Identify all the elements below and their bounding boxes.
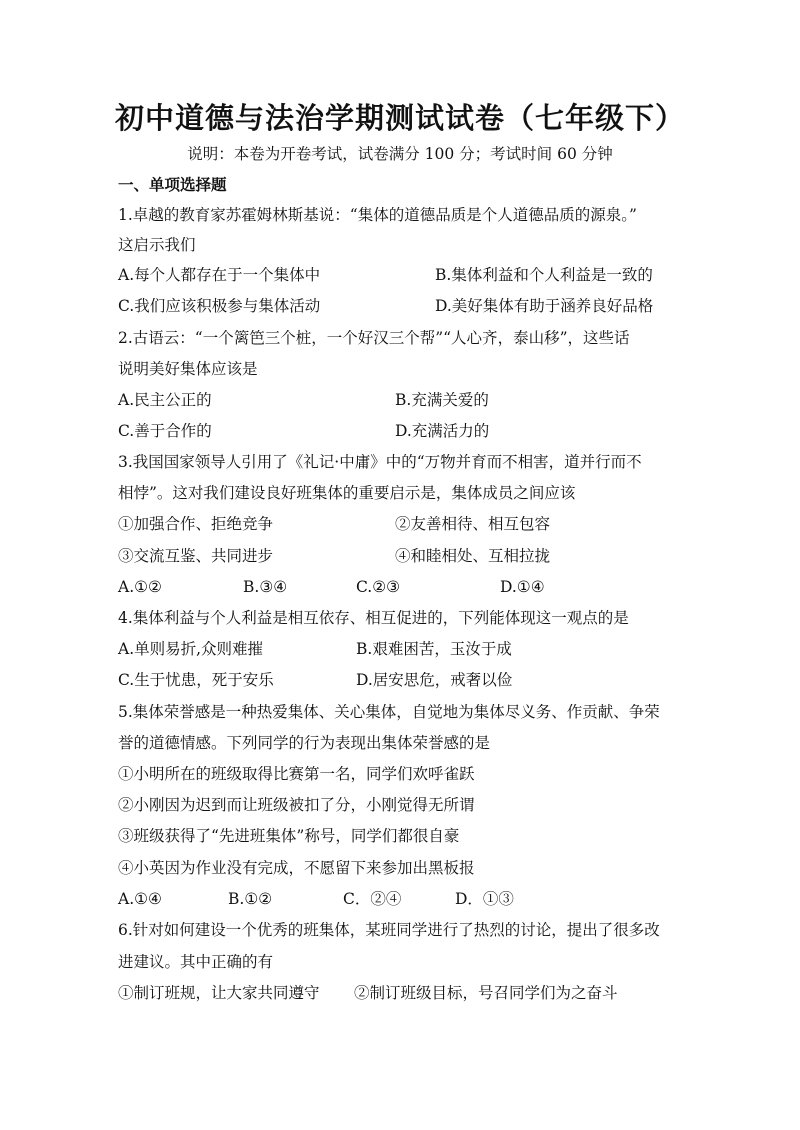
q5-statement-4: ④小英因为作业没有完成，不愿留下来参加出黑板报	[118, 859, 475, 877]
q5-statement-1: ①小明所在的班级取得比赛第一名，同学们欢呼雀跃	[118, 765, 475, 783]
q2-option-c: C.善于合作的	[118, 422, 212, 440]
q3-option-d: D.①④	[500, 578, 545, 596]
q1-option-c: C.我们应该积极参与集体活动	[118, 297, 321, 315]
q4-option-b: B.艰难困苦，玉汝于成	[356, 640, 512, 658]
q5-statement-3: ③班级获得了“先进班集体”称号，同学们都很自豪	[118, 827, 460, 845]
q5-option-c: C．②④	[343, 890, 402, 908]
q6-stem-line1: 6.针对如何建设一个优秀的班集体，某班同学进行了热烈的讨论，提出了很多改	[118, 921, 660, 939]
q4-option-a: A.单则易折,众则难摧	[118, 640, 264, 658]
q1-option-b: B.集体利益和个人利益是一致的	[435, 266, 653, 284]
q3-statement-4: ④和睦相处、互相拉拢	[395, 547, 551, 565]
q6-stem-line2: 进建议。其中正确的有	[118, 953, 274, 971]
q3-stem-line2: 相悖”。这对我们建设良好班集体的重要启示是，集体成员之间应该	[118, 484, 576, 502]
q2-stem-line1: 2.古语云：“一个篱笆三个桩，一个好汉三个帮”“人心齐，泰山移”，这些话	[118, 329, 630, 347]
q3-statement-2: ②友善相待、相互包容	[395, 515, 551, 533]
q1-stem-line2: 这启示我们	[118, 236, 196, 254]
q3-statement-3: ③交流互鉴、共同进步	[118, 547, 274, 565]
q2-stem-line2: 说明美好集体应该是	[118, 360, 258, 378]
q1-stem-line1: 1.卓越的教育家苏霍姆林斯基说：“集体的道德品质是个人道德品质的源泉。”	[118, 206, 637, 224]
q6-statement-1: ①制订班规，让大家共同遵守	[118, 984, 320, 1002]
q6-statement-2: ②制订班级目标，号召同学们为之奋斗	[354, 984, 618, 1002]
q3-stem-line1: 3.我国国家领导人引用了《礼记·中庸》中的“万物并育而不相害，道并行而不	[118, 453, 642, 471]
q2-option-b: B.充满关爱的	[395, 391, 489, 409]
q5-stem-line1: 5.集体荣誉感是一种热爱集体、关心集体，自觉地为集体尽义务、作贡献、争荣	[118, 703, 660, 721]
q3-option-a: A.①②	[118, 578, 162, 596]
q3-option-b: B.③④	[243, 578, 288, 596]
q4-option-c: C.生于忧患，死于安乐	[118, 671, 274, 689]
q3-statement-1: ①加强合作、拒绝竞争	[118, 515, 274, 533]
q5-option-a: A.①④	[118, 890, 162, 908]
q3-option-c: C.②③	[356, 578, 401, 596]
q1-option-a: A.每个人都存在于一个集体中	[118, 266, 321, 284]
q4-stem-line1: 4.集体利益与个人利益是相互依存、相互促进的，下列能体现这一观点的是	[118, 609, 629, 627]
exam-instructions: 说明：本卷为开卷考试，试卷满分 100 分；考试时间 60 分钟	[187, 145, 613, 163]
q1-option-d: D.美好集体有助于涵养良好品格	[435, 297, 654, 315]
q5-stem-line2: 誉的道德情感。下列同学的行为表现出集体荣誉感的是	[118, 734, 491, 752]
exam-title: 初中道德与法治学期测试试卷（七年级下）	[114, 101, 685, 135]
q2-option-d: D.充满活力的	[395, 422, 490, 440]
q4-option-d: D.居安思危，戒奢以俭	[356, 671, 513, 689]
q5-option-b: B.①②	[228, 890, 273, 908]
q5-statement-2: ②小刚因为迟到而让班级被扣了分，小刚觉得无所谓	[118, 796, 475, 814]
q2-option-a: A.民主公正的	[118, 391, 212, 409]
section-heading: 一、单项选择题	[118, 176, 227, 194]
q5-option-d: D．①③	[455, 890, 514, 908]
